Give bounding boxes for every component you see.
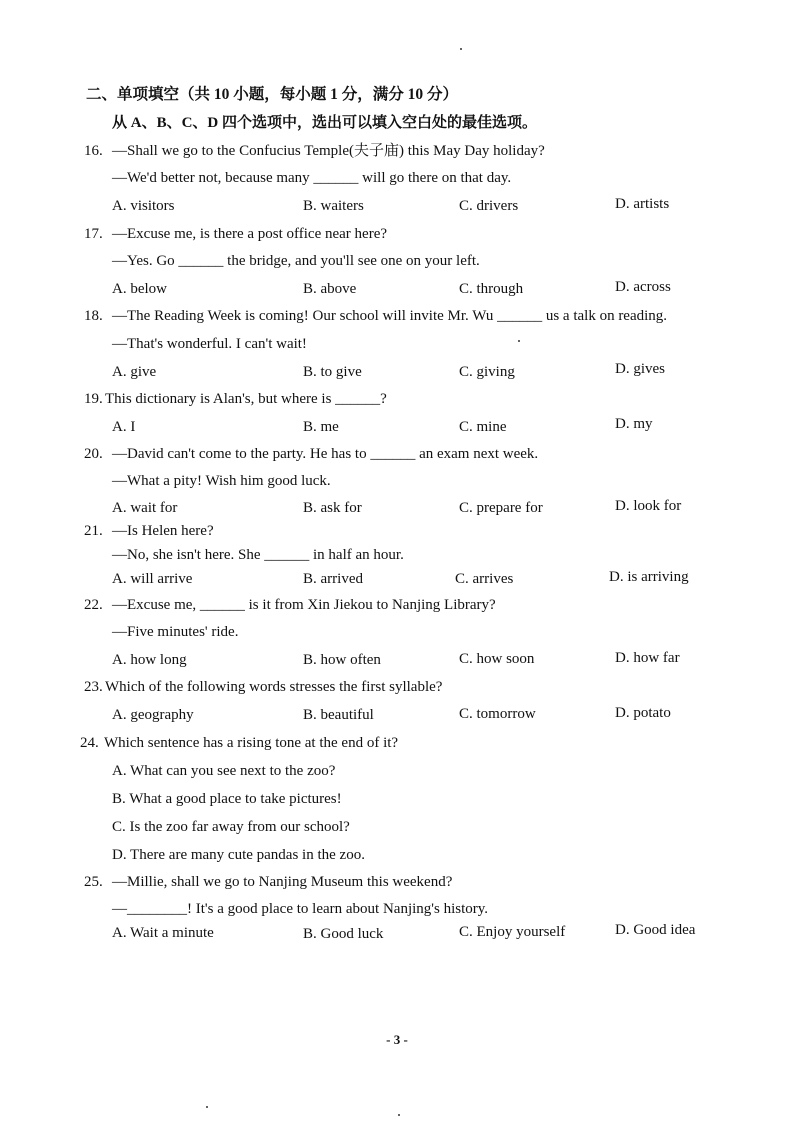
question-number: 19.	[84, 391, 103, 407]
option-c: C. tomorrow	[459, 706, 536, 722]
option-b: B. waiters	[303, 198, 364, 214]
question-number: 16.	[84, 143, 103, 159]
question-number: 23.	[84, 679, 103, 695]
option-b: B. ask for	[303, 500, 362, 516]
question-line: —The Reading Week is coming! Our school will invite Mr. Wu ______ us a talk on reading.	[112, 308, 668, 324]
option-a: A. how long	[112, 652, 187, 668]
option-a: A. wait for	[112, 500, 178, 516]
option-b: B. What a good place to take pictures!	[112, 791, 342, 807]
question-number: 22.	[84, 597, 103, 613]
question-line: —What a pity! Wish him good luck.	[112, 473, 331, 489]
option-b: B. above	[303, 281, 357, 297]
option-b: B. how often	[303, 652, 381, 668]
option-c: C. through	[459, 281, 524, 297]
option-d: D. across	[615, 279, 671, 295]
option-d: D. my	[615, 416, 653, 432]
question-line: —No, she isn't here. She ______ in half an hour.	[112, 547, 404, 563]
scan-speck	[518, 340, 520, 342]
option-a: A. below	[112, 281, 167, 297]
question-line: This dictionary is Alan's, but where is ______?	[105, 391, 387, 407]
question-number: 20.	[84, 446, 103, 462]
question-line: —________! It's a good place to learn about Nanjing's history.	[112, 901, 489, 917]
option-d: D. artists	[615, 196, 670, 212]
option-d: D. is arriving	[609, 569, 689, 585]
option-c: C. Enjoy yourself	[459, 924, 566, 940]
section-title: 二、单项填空（共 10 小题，每小题 1 分，满分 10 分）	[86, 86, 459, 103]
question-line: —Shall we go to the Confucius Temple(夫子庙) this May Day holiday?	[112, 143, 545, 159]
option-b: B. to give	[303, 364, 362, 380]
scan-speck	[206, 1106, 208, 1108]
option-a: A. What can you see next to the zoo?	[112, 763, 336, 779]
option-d: D. look for	[615, 498, 682, 514]
question-line: —That's wonderful. I can't wait!	[112, 336, 307, 352]
question-line: —Excuse me, is there a post office near here?	[112, 226, 388, 242]
option-a: A. will arrive	[112, 571, 193, 587]
option-c: C. mine	[459, 419, 507, 435]
question-line: Which sentence has a rising tone at the end of it?	[104, 735, 399, 751]
question-line: —Millie, shall we go to Nanjing Museum this weekend?	[112, 874, 453, 890]
question-number: 17.	[84, 226, 103, 242]
question-number: 24.	[80, 735, 99, 751]
option-b: B. me	[303, 419, 339, 435]
option-d: D. There are many cute pandas in the zoo.	[112, 847, 365, 863]
question-line: —We'd better not, because many ______ will go there on that day.	[112, 170, 512, 186]
option-c: C. how soon	[459, 651, 535, 667]
option-c: C. giving	[459, 364, 515, 380]
question-line: —David can't come to the party. He has to ______ an exam next week.	[112, 446, 539, 462]
option-d: D. potato	[615, 705, 671, 721]
section-instruction: 从 A、B、C、D 四个选项中，选出可以填入空白处的最佳选项。	[112, 115, 538, 131]
option-a: A. geography	[112, 707, 194, 723]
scan-speck	[460, 48, 462, 50]
option-a: A. I	[112, 419, 136, 435]
question-line: —Is Helen here?	[112, 523, 214, 539]
option-c: C. Is the zoo far away from our school?	[112, 819, 350, 835]
page-number: - 3 -	[386, 1032, 408, 1047]
option-c: C. prepare for	[459, 500, 543, 516]
question-number: 18.	[84, 308, 103, 324]
option-a: A. Wait a minute	[112, 925, 214, 941]
option-b: B. arrived	[303, 571, 363, 587]
question-line: —Excuse me, ______ is it from Xin Jiekou to Nanjing Library?	[112, 597, 496, 613]
question-line: Which of the following words stresses the first syllable?	[105, 679, 443, 695]
question-number: 25.	[84, 874, 103, 890]
option-d: D. gives	[615, 361, 665, 377]
option-d: D. how far	[615, 650, 680, 666]
question-line: —Yes. Go ______ the bridge, and you'll see one on your left.	[112, 253, 480, 269]
option-a: A. visitors	[112, 198, 175, 214]
option-b: B. beautiful	[303, 707, 374, 723]
scan-speck	[398, 1114, 400, 1116]
option-a: A. give	[112, 364, 157, 380]
option-b: B. Good luck	[303, 926, 384, 942]
question-number: 21.	[84, 523, 103, 539]
option-c: C. arrives	[455, 571, 514, 587]
question-line: —Five minutes' ride.	[112, 624, 239, 640]
option-c: C. drivers	[459, 198, 519, 214]
option-d: D. Good idea	[615, 922, 696, 938]
